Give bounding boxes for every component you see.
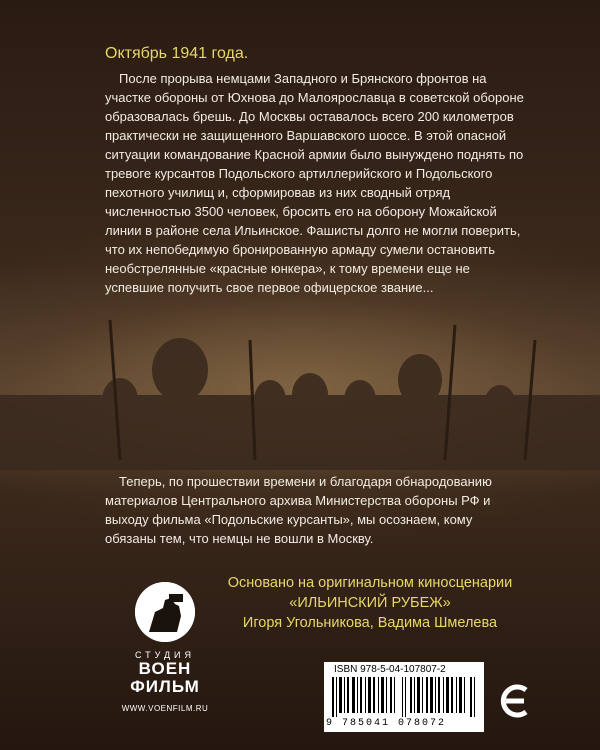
logo-film-text: ФИЛЬМ: [130, 677, 200, 696]
voenfilm-logo: [112, 582, 218, 727]
synopsis-paragraph: После прорыва немцами Западного и Брянского фронтов на участке обороны от Юхнова до Малоярославца в советской обороне образовалась брешь. До Москвы оставалось всего 200 километров практически не защищенного Варшавского шоссе. В этой опасной ситуации командование Красной армии было вынуждено поднять по тревоге курсантов Подольского артиллерийского и Подольского пехотного училищ и, сформировав из них сводный отряд численностью 3500 человек, бросить его на оборону Можайской линии в районе села Ильинское. Фашисты долго не могли поверить, что их непобедимую бронированную армаду сумели остановить необстрелянные «красные юнкера», к тому времени еще не успевшие получить свое первое офицерское звание...: [105, 71, 524, 295]
eksmo-logo-icon: [494, 676, 534, 726]
synopsis-heading: Октябрь 1941 года.: [105, 45, 249, 62]
barcode-icon: [324, 662, 484, 732]
logo-voen-text: ВОЕН: [138, 659, 192, 678]
based-on-title: «ИЛЬИНСКИЙ РУБЕЖ»: [289, 595, 451, 611]
based-on-authors: Игоря Угольникова, Вадима Шмелева: [242, 615, 498, 631]
closing-paragraph: Теперь, по прошествии времени и благодаря обнародованию материалов Центрального архива Министерства обороны РФ и выходу фильма «Подольские курсанты», мы осознаем, кому обязаны тем, что немцы не вошли в Москву.: [105, 474, 492, 546]
logo-studio-text: СТУДИЯ: [134, 650, 196, 660]
soldiers-illustration: [0, 300, 600, 470]
cameraman-silhouette-icon: [135, 582, 195, 642]
barcode-bars: [332, 677, 476, 717]
based-on-line1: Основано на оригинальном киносценарии: [227, 575, 513, 591]
barcode-number: 9 785041 078072: [326, 718, 447, 729]
closing-block: [105, 472, 525, 548]
based-on-block: [180, 573, 560, 633]
logo-website: WWW.VOENFILM.RU: [121, 704, 209, 713]
synopsis-block: [105, 44, 525, 297]
isbn-text: ISBN 978-5-04-107807-2: [334, 664, 446, 675]
